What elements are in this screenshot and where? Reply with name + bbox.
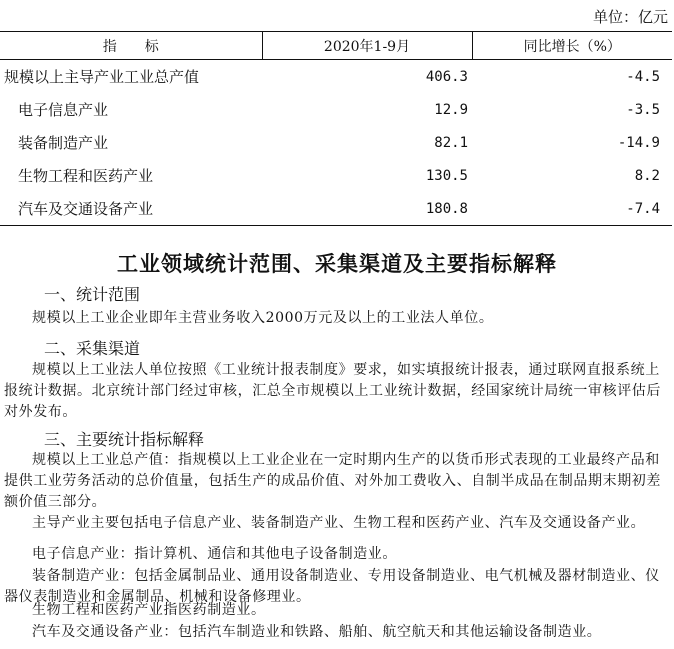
table-row	[0, 159, 672, 192]
section-text-channel: 规模以上工业法人单位按照《工业统计报表制度》要求，如实填报统计报表，通过联网直报系统上报统计数据。北京统计部门经过审核，汇总全市规模以上工业统计数据，经国家统计局统一审核评估后对外发布。	[4, 362, 661, 420]
table-header-row	[0, 32, 672, 60]
row-value: 406.3	[425, 68, 468, 85]
indicator-paragraph: 汽车及交通设备产业：包括汽车制造业和铁路、船舶、航空航天和其他运输设备制造业。	[32, 624, 602, 640]
row-value: 130.5	[425, 167, 468, 184]
indicator-paragraph: 电子信息产业：指计算机、通信和其他电子设备制造业。	[32, 546, 397, 562]
row-name: 汽车及交通设备产业	[0, 192, 262, 226]
row-growth: -7.4	[472, 192, 672, 226]
unit-label: 单位：亿元	[592, 8, 668, 26]
row-name: 电子信息产业	[18, 101, 109, 119]
indicator-paragraph: 装备制造产业：包括金属制品业、通用设备制造业、专用设备制造业、电气机械及器材制造业、仪器仪表制造业和金属制品、机械和设备修理业。	[4, 568, 660, 605]
row-value: 82.1	[434, 134, 468, 151]
row-growth: 8.2	[634, 167, 660, 184]
row-name: 规模以上主导产业工业总产值	[4, 68, 200, 86]
indicator-paragraph: 生物工程和医药产业指医药制造业。	[32, 602, 266, 618]
indicator-paragraph: 主导产业主要包括电子信息产业、装备制造产业、生物工程和医药产业、汽车及交通设备产业。	[32, 515, 646, 531]
header-indicator: 指 标	[0, 32, 262, 60]
row-value: 12.9	[434, 101, 468, 118]
row-growth: -14.9	[617, 134, 660, 151]
table-row	[0, 192, 672, 226]
section-heading-scope: 一、统计范围	[44, 285, 141, 304]
header-growth: 同比增长（%）	[472, 32, 672, 60]
row-growth: -3.5	[626, 101, 660, 118]
row-name: 装备制造产业	[18, 134, 109, 152]
section-text-scope: 规模以上工业企业即年主营业务收入2000万元及以上的工业法人单位。	[32, 310, 494, 326]
industry-output-table	[0, 31, 672, 226]
row-value: 180.8	[262, 192, 472, 226]
table-row	[0, 93, 672, 126]
section-heading-indicators: 三、主要统计指标解释	[44, 430, 205, 449]
section-heading-channel: 二、采集渠道	[44, 339, 141, 358]
row-growth: -4.5	[626, 68, 660, 85]
document-title: 工业领域统计范围、采集渠道及主要指标解释	[117, 251, 557, 276]
indicator-paragraph: 规模以上工业总产值：指规模以上工业企业在一定时期内生产的以货币形式表现的工业最终产品和提供工业劳务活动的总价值量，包括生产的成品价值、对外加工费收入、自制半成品在制品期末期初差额价值三部分。	[4, 452, 661, 510]
row-name: 生物工程和医药产业	[18, 167, 154, 185]
table-row	[0, 126, 672, 159]
table-row	[0, 60, 672, 94]
header-period: 2020年1-9月	[262, 32, 472, 60]
